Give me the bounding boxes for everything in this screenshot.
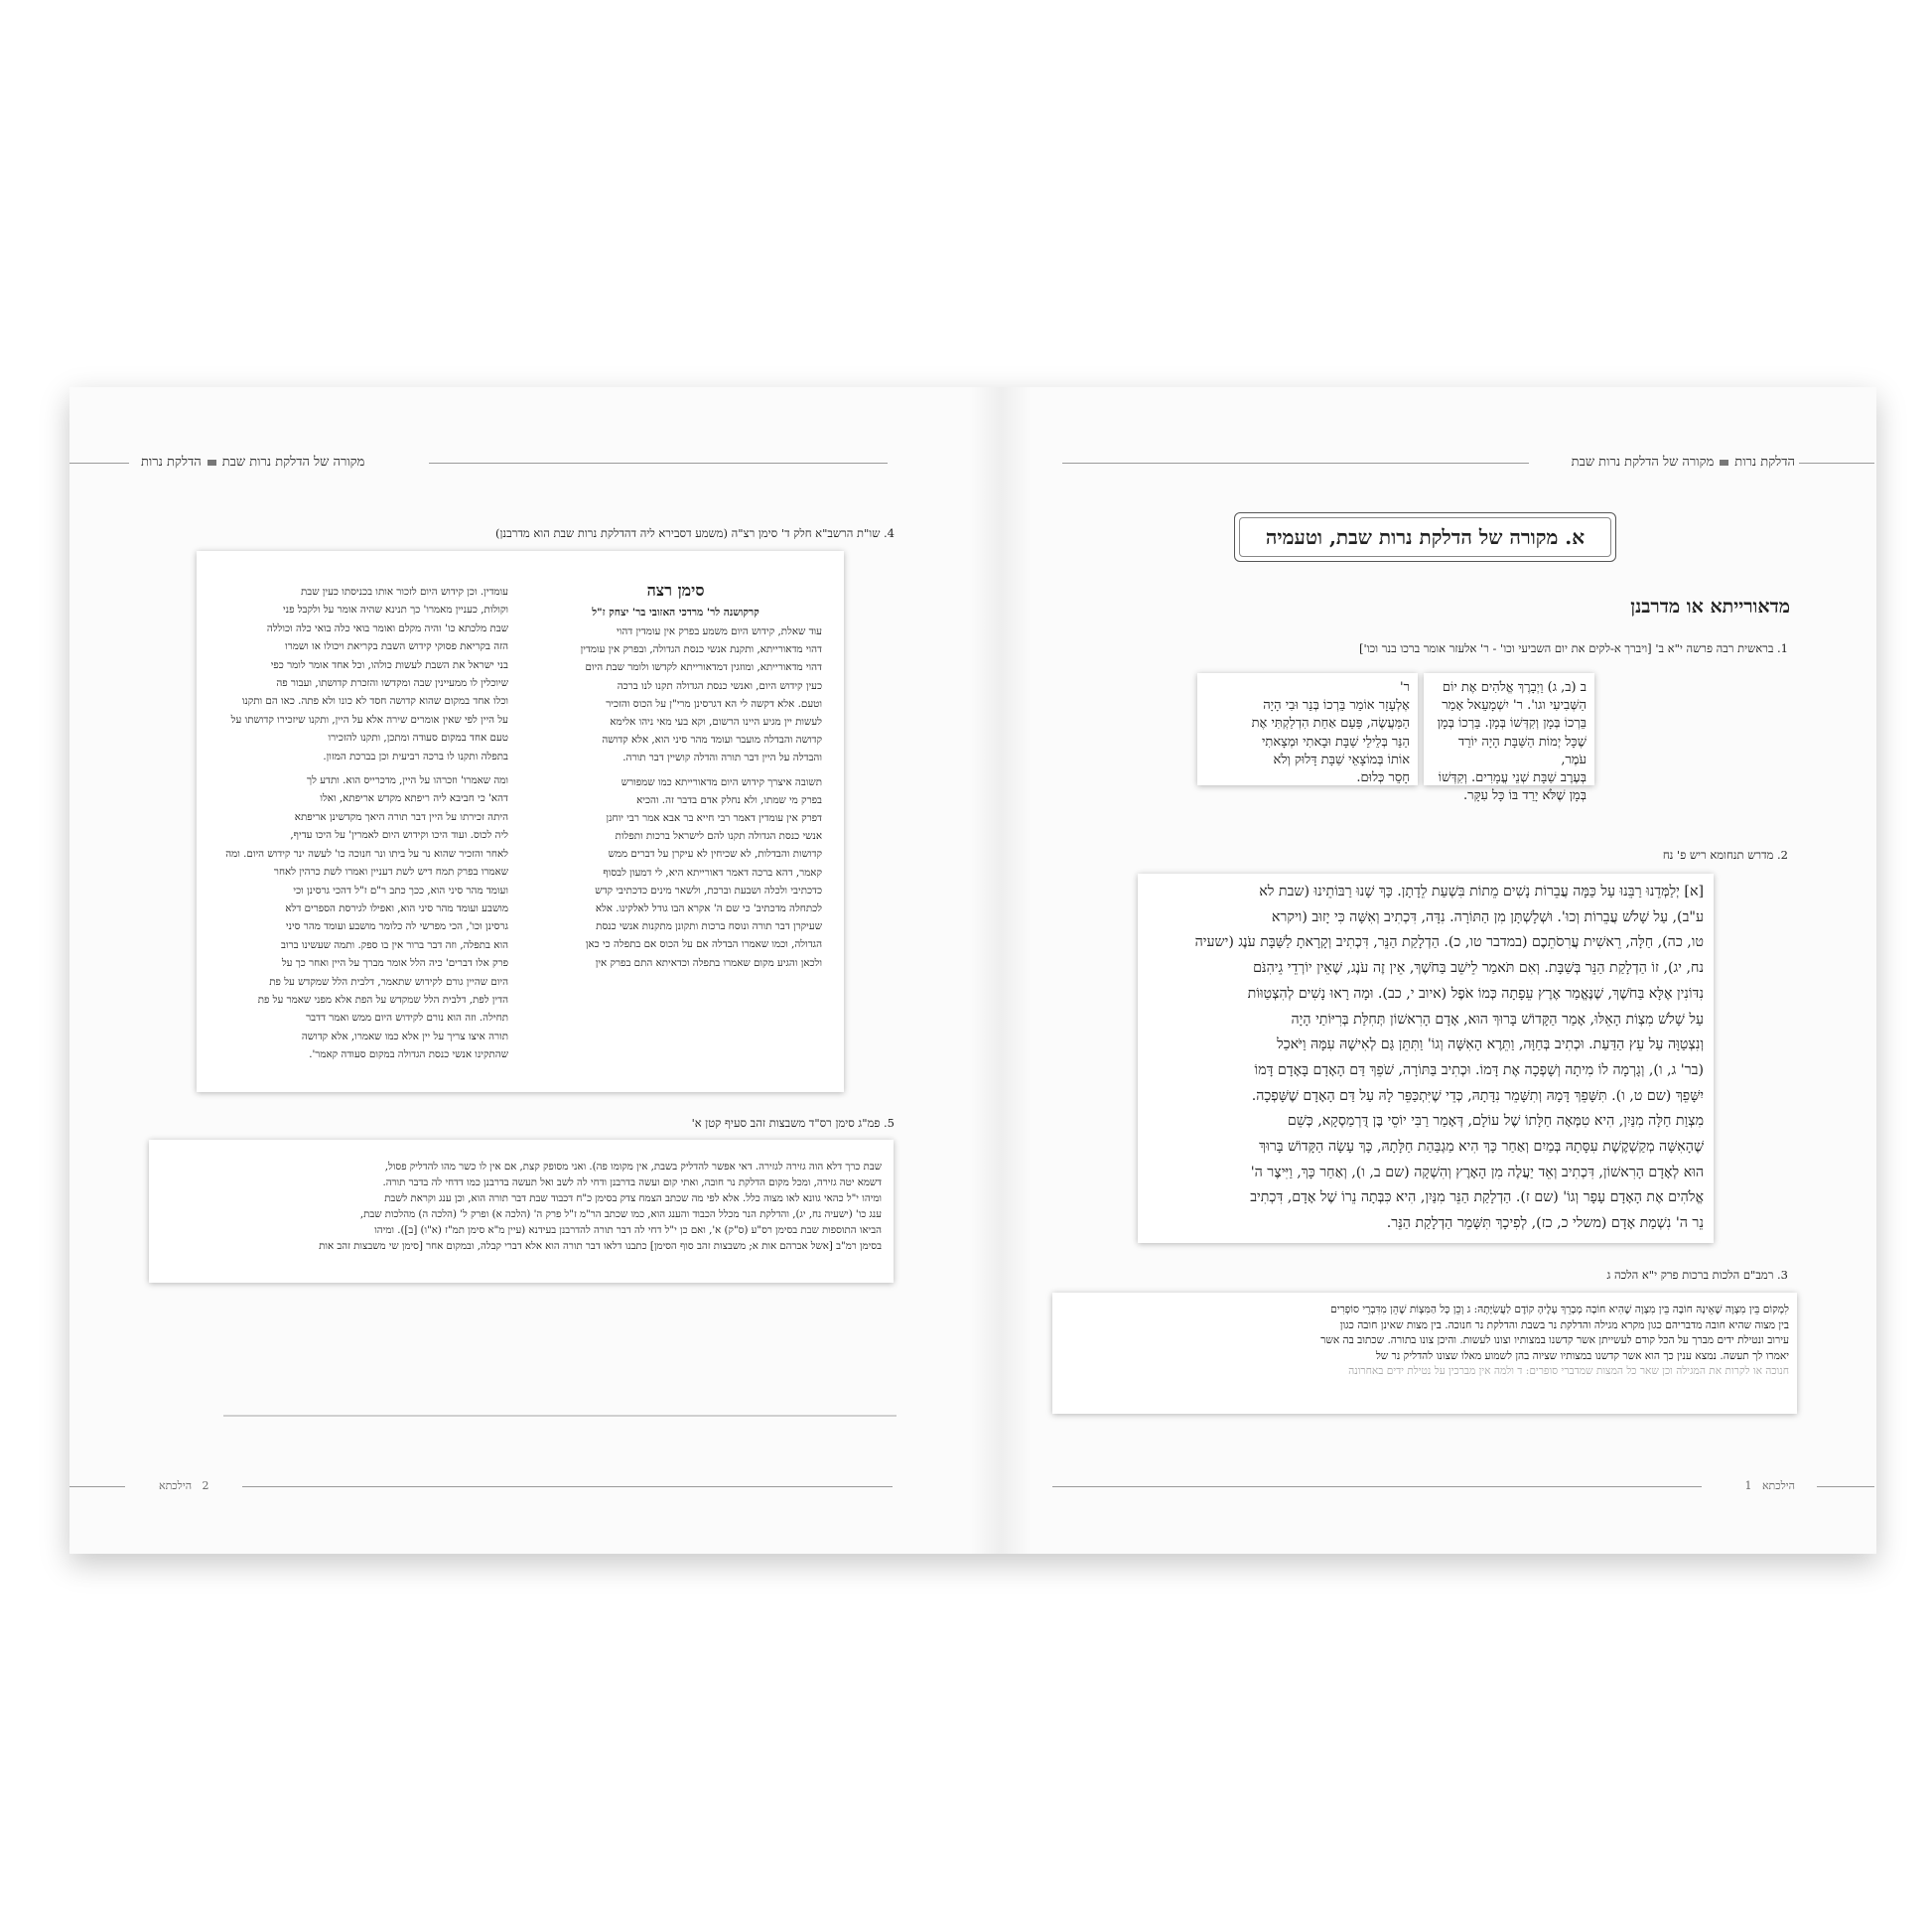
- text-line: דפרק אין עומדין דאמר רבי חייא בר אבא אמר רבי יוחנן: [606, 812, 822, 825]
- text-line: ענג כו' (ישעיה נח, יג), והדלקת הנר מכלל הכבוד והענג הוא, כמו שכתב הר"מ ז"ל פרק ה' (הלכה א) ופרק ל' (הלכה ה) מהלכות שבת,: [359, 1209, 882, 1220]
- running-head-right: [1572, 454, 1795, 470]
- text-line: בסימן רמ"ב [אשל אברהם אות א; משבצות זהב סוף הסימן] כתבנו דלאו דבר תורה הוא אלא דברי קבלה, ובמקום אחר [סימן שי משבצות זהב אות: [319, 1241, 882, 1252]
- running-head-book: הדלקת נרות: [1734, 455, 1795, 470]
- running-head-left: [141, 454, 364, 470]
- text-line: בְּמָן שֶׁלֹּא יָרַד בּוֹ כָּל עִקָּר.: [1463, 788, 1587, 804]
- text-line: יִשָּׁפֵךְ (שם ט, ו). תִּשָּׁפֵךְ דָּמָהּ וְתִשָּׁמֵר נִדָּתָהּ, כְּדֵי שֶׁיִּתְכַּפֵּר לָהּ עַל דַּם הָאָדָם שֶׁשָּׁפְכָה.: [1251, 1087, 1704, 1104]
- source-4-responsum-box: [197, 551, 844, 1092]
- page-number: 1: [1744, 1479, 1752, 1492]
- section-end-rule: [223, 1415, 897, 1417]
- siman-addressee: קרקושנה לר' מרדכי האזובי בר' יצחק ז"ל: [592, 607, 759, 619]
- text-line: נֵר ה' נִשְׁמַת אָדָם (משלי כ, כז), לְפִיכָךְ תִּשָּׁמֵר הַדְלָקַת הַנֵּר.: [1386, 1215, 1704, 1232]
- source-1-caption: 1. בראשית רבה פרשה י"א ב' [ויברך א-לקים את יום השביעי וכו' - ר' אלעזר אומר ברכו בנר וכו']: [1358, 641, 1788, 655]
- source-3-caption: 3. רמב"ם הלכות ברכות פרק י"א הלכה ג: [1606, 1268, 1788, 1282]
- running-head-rule-left-outer: [69, 463, 129, 464]
- siman-body-right: [529, 622, 822, 972]
- separator-square-icon: [1720, 460, 1728, 466]
- text-line: וכלו אחד במקום שהוא קדושה חסד לא כונו ולא פתה. כאו הם ותקנו: [241, 695, 508, 708]
- text-line: אֱלֹהִים אֶת הָאָדָם עָפָר וְגוֹ' (שם ז). הַדְלָקַת הַנֵּר מִנַּיִן, הִיא כִּבְּתָה נֵרוֹ שֶׁל אָדָם, דִּכְתִיב: [1250, 1189, 1704, 1206]
- text-line: אֶלְעָזָר אוֹמֵר בֵּרְכוֹ בְּנֵר וּבִי הָיָה: [1263, 698, 1410, 714]
- text-line: שיוכלין לו ממעיינין שבה ומקדשו והזכרת קדושתו, ועבור פה: [276, 677, 508, 690]
- source-4-caption: 4. שו"ת הרשב"א חלק ד' סימן רצ"ה (משמע דסבירא ליה דהדלקת נרות שבת הוא מדרבנן): [495, 526, 895, 540]
- separator-square-icon: [207, 460, 216, 466]
- text-line: ע"ב), עַל שָׁלֹשׁ עֲבֵרוֹת וְכוּ'. וּשְׁלָשְׁתָּן מִן הַתּוֹרָה. נִדָּה, דִּכְתִיב וְאִשָּׁה כִּי יָזוּב (ויקרא: [1271, 908, 1704, 925]
- text-line: דהוי מדאורייתא, ותקנת אנשי כנסת הגדולה, ובפרק אין עומדין: [580, 643, 822, 656]
- text-line: שאמרו בפרק תמח דיש לשת דעניין ואמרו לשת כרהין לאחר: [273, 866, 508, 879]
- footer-rule-right-outer: [1817, 1486, 1874, 1487]
- text-line: טעם אחד במקום סעודה ומתכן, ותקנו להזכירו: [328, 732, 508, 745]
- text-line: בפרק מי שמתו, ולא נחלק אדם בדבר זה. והכיא: [636, 793, 822, 806]
- section-title: א. מקורה של הדלקת נרות שבת, וטעמיה: [1265, 524, 1586, 549]
- source-4-right-column: [529, 581, 822, 972]
- text-line: הַמַּעֲשֶׂה, פַּעַם אַחַת הִדְלַקְתִּי אֶת: [1251, 716, 1410, 732]
- source-3-text-box: [1052, 1293, 1797, 1414]
- text-line: תשובה איצרך קידוש היום מדאורייתא כמו שמפורש: [621, 775, 822, 788]
- text-line: הגדולה, וכמו שאמרו הבדלה אם על הכוס אם בתפלה כי כאן: [585, 938, 822, 951]
- text-line: וטעם. אלא דקשה לי הא דגרסינן מרי"ן על הכוס והזכיר: [606, 697, 822, 710]
- text-line: לכתחלה מדכתיב' כי שם ה' אקרא הבו גודל לאלקינו. אלא: [595, 902, 822, 915]
- text-line: לִמְקוֹם בֵּין מִצְוָה שֶׁאֵינָהּ חוֹבָה בֵּין מִצְוָה שֶׁהִיא חוֹבָה מְבָרֵךְ עָלֶיהָ קוֹדֶם לַעֲשִׂיָּתָהּ: ג וְכֵן כָּל הַמִּצְוֹת שֶׁהֵן מִדִּבְרֵי סוֹפְרִים: [1330, 1304, 1789, 1315]
- siman-title: סימן רצה: [646, 581, 705, 600]
- text-line: ר': [1400, 680, 1410, 695]
- text-line: והבדלה על היין דבר תורה והדלה קושיין דבר תורה.: [622, 752, 822, 764]
- folio-right: [1744, 1479, 1795, 1492]
- text-line: ומיהו י"ל כהאי גוונא לאו מצוה כלל. אלא לפי מה שכתב הצמח צדק בסימן כ"ח דכבוד שבת דבר תורה הוא, וכן ענג וקראת לשבת: [384, 1193, 882, 1204]
- running-head-rule-right-outer: [1799, 463, 1874, 464]
- running-head-rule-left: [429, 463, 888, 464]
- text-line: הדין לפת, דלבית הלל שמקדש על הפת אלא מפני שאמר על פת: [257, 993, 508, 1006]
- text-line: הוא בתפלה, וזה דבר ברור אין בו ספק. ותמה שעשינו ברוב: [280, 938, 508, 951]
- text-line: וקולות, כעניין מאמרו' כך תנינא שהיה אומר על ולקבל פני: [283, 604, 508, 617]
- text-line: בתפלה ותקנו לו ברכה רביעית וכן בברכת המזון.: [323, 750, 508, 762]
- text-line: כדכתיבי ולכלה ושבעת וברכת, ולשאר מינים כדכתיבי קדש: [595, 884, 822, 897]
- text-line: היום שהיין גורם לקידוש שתאמר, דלבית הלל שמקדש על פת: [269, 975, 508, 988]
- text-line: ולכאן והגיע מקום שאמרו בתפלה וכדאיתא התם בפרק אין: [595, 956, 822, 969]
- text-line: הוּא לְאָדָם הָרִאשׁוֹן, דִּכְתִיב וְאֵד יַעֲלֶה מִן הָאָרֶץ וְהִשְׁקָה (שם ב, ו), וְאַחַר כָּךְ, וַיִּיצֶר ה': [1250, 1164, 1704, 1180]
- text-line: לאחר והזכיר שהוא נר על ביתו ונר חנוכה כו' לעשה ינר קידוש היום. ומה: [225, 847, 508, 860]
- source-1-right-column: [1424, 673, 1594, 804]
- text-line: פרק אלו דברים' כיה הלל אומר מברך על היין ואחר כך על: [281, 957, 508, 970]
- text-line: חָסֵר כְּלוּם.: [1356, 770, 1410, 786]
- text-line: נח, יג), זוֹ הַדְלָקַת הַנֵּר בְּשַׁבָּת. וְאִם תֹּאמַר לֵישֵׁב בַּחֹשֶׁךְ, אֵין זֶה עֹנֶג, שֶׁאֵין יוֹרְדֵי גֵיהִנֹּם: [1253, 960, 1704, 977]
- footer-rule-left-outer: [69, 1486, 125, 1487]
- text-line: עומדין. וכן קידוש היום לזכור אותו בכניסתו כעין שבת: [300, 586, 508, 598]
- text-line: חנוכה או לקרות את המגילה וכן שאר כל המצות שמדברי סופרים: ד ולמה אין מברכין על נטילת ידים באחרונה: [1348, 1365, 1789, 1378]
- text-line: קדושות והבדלות, לא שכיחין לא עיקרן על דברים ממש: [608, 848, 822, 861]
- source-5-caption: 5. פמ"ג סימן רס"ד משבצות זהב סעיף קטן א': [691, 1116, 895, 1130]
- text-line: [א] יְלַמְּדֵנוּ רַבֵּנוּ עַל כַּמָּה עֲבֵרוֹת נָשִׁים מֵתוֹת בִּשְׁעַת לֵדָתָן. כָּךְ שָׁנוּ רַבּוֹתֵינוּ (שבת לא: [1259, 884, 1704, 899]
- text-line: קאמר, דהא ברכה דאמר דאורייתא היא, לי דמעון לבסוף: [603, 866, 822, 879]
- text-line: מִצְוַת חַלָּה מִנַּיִן, הִיא טִמְּאָה חַלָּתוֹ שֶׁל עוֹלָם, דְּאָמַר רַבִּי יוֹסֵי בֶּן דֻּרְמַסְקָא, כְּשֵׁם: [1287, 1113, 1704, 1130]
- source-4-left-column: [210, 583, 508, 1064]
- text-line: גרסינן וכו', הכי מפרשי לה כלומר מושבע ועומד מהר סיני: [285, 920, 508, 933]
- text-line: על היין לפי שאין אומרים שירה אלא על היין, ותקנו שיזכירו קדושתו על: [230, 713, 508, 726]
- folio-left: [159, 1479, 209, 1492]
- text-line: עירוב ונטילת ידים מברך על הכל קודם לעשייתן אשר קדשנו במצותיו וצונו לעשות. והיכן צונו בתורה. שכתוב בה אשר: [1320, 1334, 1789, 1347]
- text-line: בני ישראל את השבת לעשות כולהו, וכל אחד אומר לומר כפי: [270, 658, 508, 671]
- text-line: שבת כרך דלא הוה גזירה לגזירה. דאי אפשר להדליק בשבת, אין מקומו פה). ואני מסופק קצת, אם אין לו כשר מהו להדליק פסול,: [384, 1162, 882, 1173]
- text-line: עַל שָׁלֹשׁ מִצְוֹת הָאֵלּוּ, אָמַר הַקָּדוֹשׁ בָּרוּךְ הוּא, אָדָם הָרִאשׁוֹן תְּחִלַּת בְּרִיּוֹתַי הָיָה: [1291, 1011, 1704, 1028]
- subsection-title: מדאורייתא או מדרבנן: [1630, 596, 1790, 618]
- text-line: שֶׁהָאִשָּׁה מְקַשְׁקֶשֶׁת עִסָּתָהּ בְּמַיִם וְאַחַר כָּךְ הִיא מַגְבַּהַת חַלָּתָהּ, כָּךְ עָשָׂה הַקָּדוֹשׁ בָּרוּךְ: [1259, 1139, 1704, 1156]
- page-number: 2: [202, 1479, 209, 1492]
- source-1-left-column: [1197, 673, 1418, 785]
- running-head-chapter: מקורה של הדלקת נרות שבת: [1571, 455, 1715, 470]
- text-line: עוד שאלת, קידוש היום משמע בפרק אין עומדין דהוי: [616, 625, 822, 637]
- text-line: קדושה והבדלה מועבר ועומד מהר סיני הוא, אלא קדושה: [602, 734, 822, 747]
- footer-rule-left: [242, 1486, 893, 1487]
- text-line: (בר' ג, ו), וְגָרְמָה לוֹ מִיתָה וְשָׁפְכָה אֶת דָּמוֹ. וּכְתִיב בַּתּוֹרָה, שֹׁפֵךְ דַּם הָאָדָם בָּאָדָם דָּמוֹ: [1254, 1061, 1704, 1078]
- text-line: ליה לכוס. ועוד היכו וקידוש היום לאמרין' על היכו עדיף,: [290, 829, 508, 842]
- text-line: שהתקינו אנשי כנסת הגדולה במקום סעודה קאמר'.: [309, 1048, 508, 1061]
- text-line: וְנִצְטַוָּה עַל עֵץ הַדַּעַת. וּכְתִיב בְּחַוָּה, וַתֵּרֶא הָאִשָּׁה וְגוֹ' וַתִּתֵּן גַּם לְאִישָׁהּ עִמָּהּ וַיֹּאכַל: [1277, 1036, 1704, 1053]
- text-line: ומה שאמרו' וזכרהו על היין, מדכרייס הוא. ותדע לך: [307, 774, 508, 787]
- text-line: שבת מלכתא כו' והיה מקלם ואומר בואי כלה בואי כלה וכוללה: [266, 621, 508, 634]
- text-line: הַנֵּר בְּלֵילֵי שַׁבָּת וּבָאתִי וּמְצָאתִי: [1262, 734, 1410, 750]
- text-line: בְּעֶרֶב שַׁבָּת שְׁנֵי עֳמָרִים. וְקִדְּשׁוֹ: [1438, 770, 1587, 786]
- text-line: שֶׁכָּל יְמוֹת הַשַּׁבָּת הָיָה יוֹרֵד עֹמֶר,: [1457, 734, 1587, 767]
- text-line: הַשְּׁבִיעִי וגו'. ר' יִשְׁמָעֵאל אָמַר: [1442, 698, 1587, 714]
- footer-rule-right: [1052, 1486, 1702, 1487]
- text-line: היתה זכירתו על היין דבר תורה היאך מקדשינן אריפתא: [294, 810, 508, 823]
- text-line: אוֹתוֹ בְּמוֹצָאֵי שַׁבָּת דָּלוּק וְלֹא: [1273, 752, 1410, 767]
- text-line: יאמרו לך תעשה. נמצא ענין כך הוא אשר קדשנו במצותיו שציוה בהן לשמוע מאלו שצונו להדליק נר של: [1375, 1349, 1789, 1362]
- running-head-rule-right: [1062, 463, 1529, 464]
- text-line: טו, כה), חַלָּה, רֵאשִׁית עֲרִסֹתֵכֶם (במדבר טו, כ). הַדְלָקַת הַנֵּר, דִּכְתִיב וְקָרָאתָ לַשַּׁבָּת עֹנֶג (ישעיה: [1194, 934, 1704, 951]
- running-head-book: הדלקת נרות: [141, 455, 202, 470]
- text-line: דשמא יטה גזירה, ומכל מקום הדלקת נר חובה, ואתי קום ועשה בדרבנן ודחי לה לשב ואל תעשה בדרבנן כמו דדחי לה בדבר תורה.: [382, 1177, 882, 1188]
- text-line: נִדּוֹנִין אֶלָּא בַּחֹשֶׁךְ, שֶׁנֶּאֱמַר אֶרֶץ עֵפָתָה כְּמוֹ אֹפֶל (איוב י, כב). וּמָה רָאוּ נָשִׁים לְהִצְטַוּוֹת: [1247, 985, 1704, 1002]
- text-line: לעשות יין מגיע היינו הרשום, וקא בעי מאי ניהו אלימא: [610, 716, 822, 729]
- text-line: הזה בקריאת פסוקי קידוש השבת בקריאת ויכולו או ושמרו: [285, 640, 508, 653]
- book-spine: [971, 387, 1031, 1554]
- text-line: מושבע ועומד מהר סיני הוא, ואפילו לגירסת הספרים דלא: [285, 901, 508, 914]
- folio-title: הילכתא: [159, 1479, 193, 1492]
- text-line: ב (ב, ג) וַיְבָרֶךְ אֱלֹהִים אֶת יוֹם: [1442, 680, 1587, 695]
- folio-title: הילכתא: [1761, 1479, 1795, 1492]
- source-2-text-box: [1138, 874, 1714, 1243]
- text-line: בֵּרְכוֹ בְּמָן וְקִדְּשׁוֹ בְּמָן. בֵּרְכוֹ בְּמָן: [1437, 716, 1587, 732]
- text-line: אנשי כנסת הגדולה תקנו להם לישראל ברכות ותפלות: [615, 830, 822, 843]
- text-line: בין מצוה שהיא חובה מדבריהם כגון מקרא מגילה והדלקת נר בשבת והדלקת נר חנוכה. בין מצות שאינן חובה כגון: [1339, 1318, 1789, 1331]
- running-head-chapter: מקורה של הדלקת נרות שבת: [221, 455, 365, 470]
- text-line: דהוי מדאורייתא, ומוזגין דמדאורייתא לקדשו ולומר שבת היום: [585, 661, 822, 674]
- text-line: כעין קידוש היום, ואנשי כנסת הגדולה תקנו לנו ברכה: [617, 679, 822, 692]
- section-title-box: [1234, 512, 1616, 562]
- source-2-caption: 2. מדרש תנחומא ריש פ' נח: [1662, 848, 1788, 862]
- text-line: שעיקרן דבר תורה ונוסח ברכות ותקונן מתקנות אנשי כנסת: [596, 920, 822, 933]
- text-line: ועומד מהר סיני הוא, ככך כתב ר"ם ז"ל דהכי גרסינן וכי: [293, 884, 508, 897]
- text-line: הביאו התוספות שבת בסימן רס"ע (ס"ק) א', ואם כן י"ל דחי לה דבר תורה להדרבנן בעידנא (עיין מ"א סימן תמ"ז (א"ו) [ב]). ומיהו: [374, 1225, 882, 1236]
- text-line: דהא' כי חביבא ליה ריפתא מקדש אריפתא, ואלו: [320, 792, 508, 805]
- source-5-text-box: [149, 1140, 894, 1283]
- text-line: תחילה. וזה הוא נורם לקידוש היום ממש ואמר דדבר: [306, 1012, 508, 1025]
- text-line: תורה איצו צריך על יין אלא כמו שאמרו, אלא קדושה: [301, 1030, 508, 1042]
